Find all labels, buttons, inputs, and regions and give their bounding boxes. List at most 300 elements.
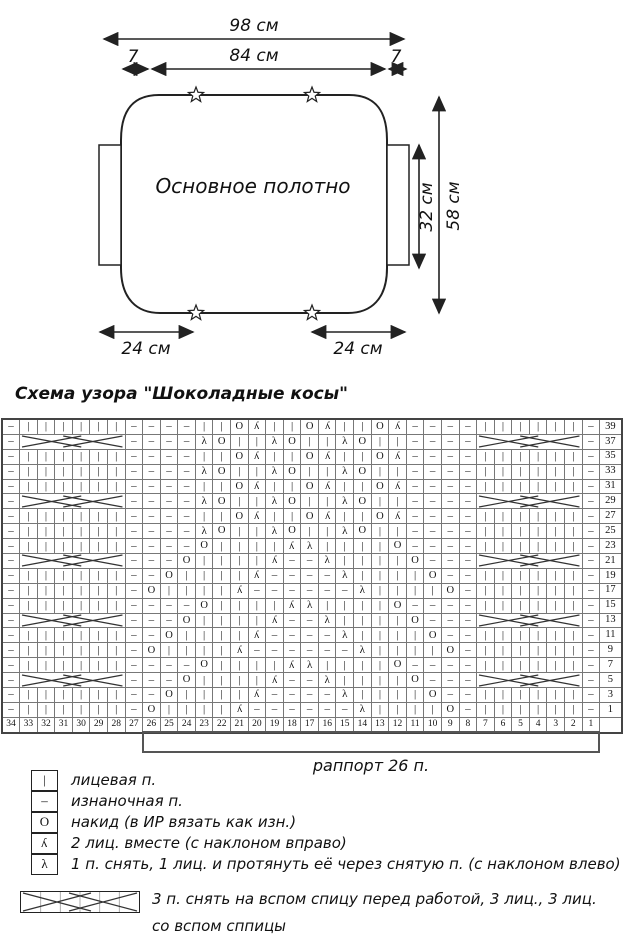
stitch-cell-knit: | [72, 509, 90, 524]
column-number: 28 [107, 717, 125, 733]
stitch-cell-knit: | [107, 688, 125, 703]
stitch-cell-yarn-over: О [213, 434, 231, 449]
stitch-cell-knit: | [20, 643, 38, 658]
stitch-cell-purl: – [143, 509, 161, 524]
cable-symbol [20, 673, 125, 688]
stitch-cell-purl: – [160, 464, 178, 479]
row-number: 33 [600, 464, 622, 479]
stitch-cell-purl: – [143, 613, 161, 628]
column-number: 21 [231, 717, 249, 733]
stitch-cell-purl: – [248, 643, 266, 658]
stitch-cell-slip-dec-left: λ [266, 434, 284, 449]
stitch-cell-knit: | [37, 702, 55, 717]
stitch-cell-knit: | [231, 688, 249, 703]
stitch-cell-purl: – [406, 658, 424, 673]
stitch-cell-knit: | [72, 479, 90, 494]
stitch-cell-knit: | [266, 479, 284, 494]
stitch-cell-knit: | [354, 628, 372, 643]
column-number: 17 [301, 717, 319, 733]
stitch-cell-purl: – [178, 464, 196, 479]
stitch-cell-knit: | [318, 524, 336, 539]
chart-row [2, 509, 622, 524]
column-number: 9 [441, 717, 459, 733]
stitch-cell-knit: | [231, 464, 249, 479]
row-number: 27 [600, 509, 622, 524]
stitch-cell-knit: | [178, 583, 196, 598]
stitch-cell-knit: | [529, 702, 547, 717]
stitch-cell-k2tog-right: λ [283, 598, 301, 613]
chart-title: Схема узора "Шоколадные косы" [15, 384, 348, 404]
column-number: 30 [72, 717, 90, 733]
stitch-cell-knit: | [529, 419, 547, 434]
stitch-cell-purl: – [160, 449, 178, 464]
stitch-cell-knit: | [547, 583, 565, 598]
stitch-cell-purl: – [459, 583, 477, 598]
stitch-cell-purl: – [441, 688, 459, 703]
stitch-cell-knit: | [529, 628, 547, 643]
stitch-cell-slip-dec-left: λ [336, 628, 354, 643]
legend-item-label: накид (в ИР вязать как изн.) [71, 813, 297, 831]
legend-item-k2tog-right [31, 832, 347, 854]
stitch-cell-purl: – [582, 643, 600, 658]
cable-legend-line1: 3 п. снять на вспом спицу перед работой, 3 лиц., 3 лиц. [152, 890, 597, 908]
stitch-cell-slip-dec-left: λ [354, 583, 372, 598]
stitch-cell-knit: | [55, 643, 73, 658]
stitch-cell-knit: | [37, 479, 55, 494]
stitch-cell-yarn-over: О [301, 479, 319, 494]
stitch-cell-purl: – [441, 628, 459, 643]
stitch-cell-knit: | [72, 658, 90, 673]
stitch-cell-knit: | [406, 688, 424, 703]
chart-row [2, 613, 622, 628]
stitch-cell-knit: | [266, 658, 284, 673]
stitch-cell-knit: | [354, 568, 372, 583]
stitch-cell-purl: – [125, 568, 143, 583]
row-number: 19 [600, 568, 622, 583]
stitch-cell-knit: | [354, 554, 372, 569]
stitch-cell-purl: – [441, 539, 459, 554]
stitch-cell-knit: | [107, 524, 125, 539]
stitch-cell-k2tog-right: λ [248, 568, 266, 583]
stitch-cell-knit: | [512, 524, 530, 539]
stitch-cell-purl: – [160, 658, 178, 673]
stitch-cell-slip-dec-left: λ [354, 702, 372, 717]
right-tab [387, 145, 409, 265]
stitch-cell-purl: – [125, 479, 143, 494]
stitch-cell-purl: – [459, 658, 477, 673]
stitch-cell-purl: – [459, 702, 477, 717]
stitch-cell-yarn-over: О [354, 524, 372, 539]
stitch-cell-knit: | [213, 479, 231, 494]
stitch-cell-knit: | [547, 688, 565, 703]
stitch-cell-knit: | [107, 509, 125, 524]
column-number: 31 [55, 717, 73, 733]
stitch-cell-purl: – [318, 628, 336, 643]
stitch-cell-knit: | [195, 673, 213, 688]
stitch-cell-purl: – [441, 494, 459, 509]
star-icon [188, 87, 203, 101]
stitch-cell-knit: | [318, 598, 336, 613]
stitch-cell-purl: – [582, 598, 600, 613]
stitch-cell-purl: – [143, 568, 161, 583]
stitch-cell-yarn-over: О [389, 539, 407, 554]
stitch-cell-knit: | [547, 628, 565, 643]
column-number: 14 [354, 717, 372, 733]
stitch-cell-yarn-over: О [231, 479, 249, 494]
stitch-cell-purl: – [143, 449, 161, 464]
stitch-cell-purl: – [424, 539, 442, 554]
stitch-cell-knit: | [160, 583, 178, 598]
stitch-cell-knit: | [55, 539, 73, 554]
stitch-cell-purl: – [406, 434, 424, 449]
stitch-cell-knit: | [213, 688, 231, 703]
stitch-cell-yarn-over: О [354, 434, 372, 449]
stitch-cell-knit: | [195, 479, 213, 494]
stitch-cell-yarn-over: О [441, 702, 459, 717]
stitch-cell-slip-dec-left: λ [336, 464, 354, 479]
stitch-cell-yarn-over: О [160, 568, 178, 583]
stitch-cell-knit: | [354, 539, 372, 554]
row-number: 15 [600, 598, 622, 613]
stitch-cell-knit: | [20, 479, 38, 494]
stitch-cell-purl: – [178, 434, 196, 449]
stitch-cell-yarn-over: О [371, 419, 389, 434]
stitch-cell-yarn-over: О [143, 702, 161, 717]
stitch-cell-knit: | [90, 658, 108, 673]
stitch-cell-knit: | [90, 464, 108, 479]
stitch-cell-yarn-over: О [160, 628, 178, 643]
stitch-cell-purl: – [2, 554, 20, 569]
stitch-cell-knit: | [389, 702, 407, 717]
chart-row [2, 524, 622, 539]
stitch-cell-yarn-over: О [143, 643, 161, 658]
stitch-cell-knit: | [72, 419, 90, 434]
stitch-cell-purl: – [125, 688, 143, 703]
stitch-cell-knit: | [371, 598, 389, 613]
stitch-cell-purl: – [318, 568, 336, 583]
stitch-cell-knit: | [107, 539, 125, 554]
stitch-cell-knit: | [55, 419, 73, 434]
stitch-cell-knit: | [195, 702, 213, 717]
stitch-cell-slip-dec-left: λ [266, 494, 284, 509]
stitch-cell-purl: – [459, 434, 477, 449]
stitch-cell-knit: | [389, 464, 407, 479]
stitch-cell-purl: – [2, 524, 20, 539]
stitch-cell-purl: – [582, 568, 600, 583]
stitch-cell-knit: | [477, 419, 495, 434]
stitch-cell-purl: – [424, 554, 442, 569]
stitch-cell-purl: – [318, 583, 336, 598]
stitch-cell-knit: | [195, 613, 213, 628]
stitch-cell-knit: | [37, 658, 55, 673]
stitch-cell-knit: | [72, 583, 90, 598]
stitch-cell-slip-dec-left: λ [301, 539, 319, 554]
column-number: 3 [547, 717, 565, 733]
stitch-cell-knit: | [195, 628, 213, 643]
stitch-cell-purl: – [441, 464, 459, 479]
stitch-cell-purl: – [178, 449, 196, 464]
stitch-cell-k2tog-right: λ [231, 583, 249, 598]
stitch-cell-knit: | [354, 479, 372, 494]
stitch-cell-purl: – [441, 479, 459, 494]
stitch-cell-purl: – [582, 583, 600, 598]
stitch-cell-purl: – [143, 539, 161, 554]
stitch-cell-knit: | [371, 554, 389, 569]
row-number: 29 [600, 494, 622, 509]
stitch-cell-purl: – [143, 688, 161, 703]
stitch-cell-purl: – [125, 598, 143, 613]
dim-label-24-left: 24 см [121, 339, 171, 359]
stitch-cell-yarn-over: О [195, 539, 213, 554]
chart-row [2, 643, 622, 658]
stitch-cell-purl: – [125, 658, 143, 673]
stitch-cell-knit: | [371, 464, 389, 479]
stitch-cell-knit: | [231, 673, 249, 688]
star-icon [304, 305, 319, 319]
stitch-cell-purl: – [143, 628, 161, 643]
stitch-cell-yarn-over: О [283, 434, 301, 449]
stitch-cell-knit: | [494, 464, 512, 479]
stitch-cell-knit: | [512, 702, 530, 717]
stitch-cell-knit: | [512, 628, 530, 643]
stitch-cell-purl: – [143, 434, 161, 449]
stitch-cell-knit: | [55, 524, 73, 539]
stitch-cell-knit: | [231, 658, 249, 673]
stitch-cell-purl: – [2, 434, 20, 449]
k2tog-right-symbol-icon: λ [31, 833, 58, 854]
stitch-cell-purl: – [459, 673, 477, 688]
stitch-cell-yarn-over: О [371, 479, 389, 494]
stitch-cell-purl: – [582, 702, 600, 717]
stitch-cell-purl: – [143, 598, 161, 613]
stitch-cell-purl: – [459, 554, 477, 569]
stitch-cell-knit: | [389, 613, 407, 628]
stitch-cell-knit: | [371, 613, 389, 628]
slip-dec-left-symbol-icon: λ [31, 854, 58, 875]
row-number: 25 [600, 524, 622, 539]
stitch-cell-k2tog-right: λ [318, 479, 336, 494]
stitch-cell-knit: | [37, 688, 55, 703]
column-number: 8 [459, 717, 477, 733]
stitch-cell-knit: | [231, 554, 249, 569]
stitch-cell-knit: | [37, 509, 55, 524]
stitch-cell-knit: | [283, 479, 301, 494]
rapport-bracket [142, 731, 600, 753]
stitch-cell-purl: – [424, 613, 442, 628]
column-number: 15 [336, 717, 354, 733]
chart-row [2, 658, 622, 673]
stitch-cell-purl: – [582, 613, 600, 628]
stitch-cell-purl: – [125, 702, 143, 717]
stitch-cell-purl: – [125, 539, 143, 554]
stitch-cell-slip-dec-left: λ [318, 613, 336, 628]
stitch-cell-knit: | [248, 598, 266, 613]
knitting-chart [1, 418, 623, 734]
stitch-cell-knit: | [20, 464, 38, 479]
stitch-cell-purl: – [2, 583, 20, 598]
stitch-cell-purl: – [582, 449, 600, 464]
stitch-cell-purl: – [2, 494, 20, 509]
row-number: 1 [600, 702, 622, 717]
column-number: 20 [248, 717, 266, 733]
stitch-cell-yarn-over: О [424, 568, 442, 583]
legend-item-label: 1 п. снять, 1 лиц. и протянуть её через снятую п. (с наклоном влево) [71, 855, 621, 873]
stitch-cell-purl: – [582, 658, 600, 673]
stitch-cell-purl: – [459, 628, 477, 643]
stitch-cell-knit: | [37, 419, 55, 434]
stitch-cell-slip-dec-left: λ [195, 434, 213, 449]
stitch-cell-purl: – [248, 583, 266, 598]
stitch-cell-knit: | [371, 658, 389, 673]
stitch-cell-knit: | [107, 598, 125, 613]
stitch-cell-purl: – [2, 479, 20, 494]
stitch-cell-knit: | [565, 598, 583, 613]
row-number: 37 [600, 434, 622, 449]
stitch-cell-purl: – [406, 494, 424, 509]
stitch-cell-knit: | [248, 494, 266, 509]
stitch-cell-knit: | [494, 524, 512, 539]
stitch-cell-knit: | [477, 449, 495, 464]
stitch-cell-purl: – [424, 509, 442, 524]
stitch-cell-knit: | [55, 628, 73, 643]
stitch-cell-purl: – [160, 613, 178, 628]
left-tab [99, 145, 121, 265]
stitch-cell-knit: | [90, 524, 108, 539]
stitch-cell-knit: | [37, 524, 55, 539]
stitch-cell-knit: | [477, 702, 495, 717]
stitch-cell-knit: | [55, 509, 73, 524]
stitch-cell-purl: – [2, 643, 20, 658]
stitch-cell-k2tog-right: λ [248, 479, 266, 494]
legend-item-label: изнаночная п. [71, 792, 183, 810]
column-number: 32 [37, 717, 55, 733]
stitch-cell-purl: – [459, 419, 477, 434]
stitch-cell-knit: | [107, 449, 125, 464]
stitch-cell-knit: | [90, 539, 108, 554]
stitch-cell-knit: | [37, 643, 55, 658]
panel-label: Основное полотно [155, 174, 351, 198]
stitch-cell-knit: | [195, 419, 213, 434]
stitch-cell-purl: – [125, 583, 143, 598]
stitch-cell-knit: | [565, 464, 583, 479]
stitch-cell-knit: | [336, 554, 354, 569]
legend-item-label: лицевая п. [71, 771, 157, 789]
stitch-cell-purl: – [125, 554, 143, 569]
stitch-cell-knit: | [231, 568, 249, 583]
stitch-cell-knit: | [248, 464, 266, 479]
stitch-cell-knit: | [529, 509, 547, 524]
stitch-cell-purl: – [160, 598, 178, 613]
stitch-cell-knit: | [424, 643, 442, 658]
legend-item-yarn-over [31, 811, 296, 833]
stitch-cell-knit: | [107, 419, 125, 434]
stitch-cell-knit: | [547, 643, 565, 658]
stitch-cell-knit: | [389, 568, 407, 583]
cable-symbol-icon [20, 891, 140, 913]
stitch-cell-purl: – [441, 554, 459, 569]
stitch-cell-knit: | [55, 479, 73, 494]
dim-label-98: 98 см [229, 16, 279, 36]
stitch-cell-knit: | [283, 509, 301, 524]
column-number: 7 [477, 717, 495, 733]
stitch-cell-purl: – [441, 613, 459, 628]
stitch-cell-purl: – [336, 643, 354, 658]
legend-item-knit [31, 769, 156, 791]
stitch-cell-knit: | [477, 658, 495, 673]
stitch-cell-yarn-over: О [389, 598, 407, 613]
column-number: 2 [565, 717, 583, 733]
stitch-cell-knit: | [529, 464, 547, 479]
row-number: 23 [600, 539, 622, 554]
dim-label-32: 32 см [417, 182, 437, 232]
stitch-cell-knit: | [301, 434, 319, 449]
stitch-cell-knit: | [389, 643, 407, 658]
stitch-cell-purl: – [441, 673, 459, 688]
row-number: 5 [600, 673, 622, 688]
stitch-cell-knit: | [55, 583, 73, 598]
stitch-cell-knit: | [55, 568, 73, 583]
stitch-cell-knit: | [90, 449, 108, 464]
stitch-cell-knit: | [72, 449, 90, 464]
stitch-cell-knit: | [90, 628, 108, 643]
stitch-cell-purl: – [283, 583, 301, 598]
stitch-cell-purl: – [283, 643, 301, 658]
stitch-cell-knit: | [20, 702, 38, 717]
column-number: 6 [494, 717, 512, 733]
stitch-cell-yarn-over: О [213, 524, 231, 539]
stitch-cell-knit: | [565, 539, 583, 554]
dim-label-84: 84 см [229, 46, 279, 66]
stitch-cell-knit: | [301, 464, 319, 479]
stitch-cell-knit: | [477, 643, 495, 658]
stitch-cell-purl: – [248, 702, 266, 717]
stitch-cell-slip-dec-left: λ [354, 643, 372, 658]
stitch-cell-knit: | [406, 643, 424, 658]
stitch-cell-k2tog-right: λ [318, 419, 336, 434]
chart-row [2, 702, 622, 717]
stitch-cell-purl: – [459, 524, 477, 539]
cable-symbol [477, 434, 582, 449]
stitch-cell-knit: | [55, 449, 73, 464]
star-icon [304, 87, 319, 101]
stitch-cell-slip-dec-left: λ [336, 434, 354, 449]
stitch-cell-slip-dec-left: λ [318, 554, 336, 569]
stitch-cell-purl: – [125, 628, 143, 643]
stitch-cell-purl: – [125, 613, 143, 628]
stitch-cell-knit: | [90, 688, 108, 703]
stitch-cell-purl: – [2, 688, 20, 703]
stitch-cell-knit: | [512, 568, 530, 583]
star-icon [188, 305, 203, 319]
stitch-cell-purl: – [336, 583, 354, 598]
stitch-cell-knit: | [248, 673, 266, 688]
chart-row [2, 434, 622, 449]
row-number: 21 [600, 554, 622, 569]
row-number: 11 [600, 628, 622, 643]
row-number: 13 [600, 613, 622, 628]
stitch-cell-k2tog-right: λ [389, 509, 407, 524]
stitch-cell-knit: | [477, 688, 495, 703]
cable-symbol [20, 554, 125, 569]
stitch-cell-knit: | [547, 598, 565, 613]
dim-label-7-left: 7 [127, 47, 139, 67]
stitch-cell-knit: | [424, 583, 442, 598]
stitch-cell-knit: | [336, 419, 354, 434]
stitch-cell-purl: – [143, 464, 161, 479]
stitch-cell-purl: – [459, 598, 477, 613]
stitch-cell-purl: – [160, 494, 178, 509]
column-number: 1 [582, 717, 600, 733]
